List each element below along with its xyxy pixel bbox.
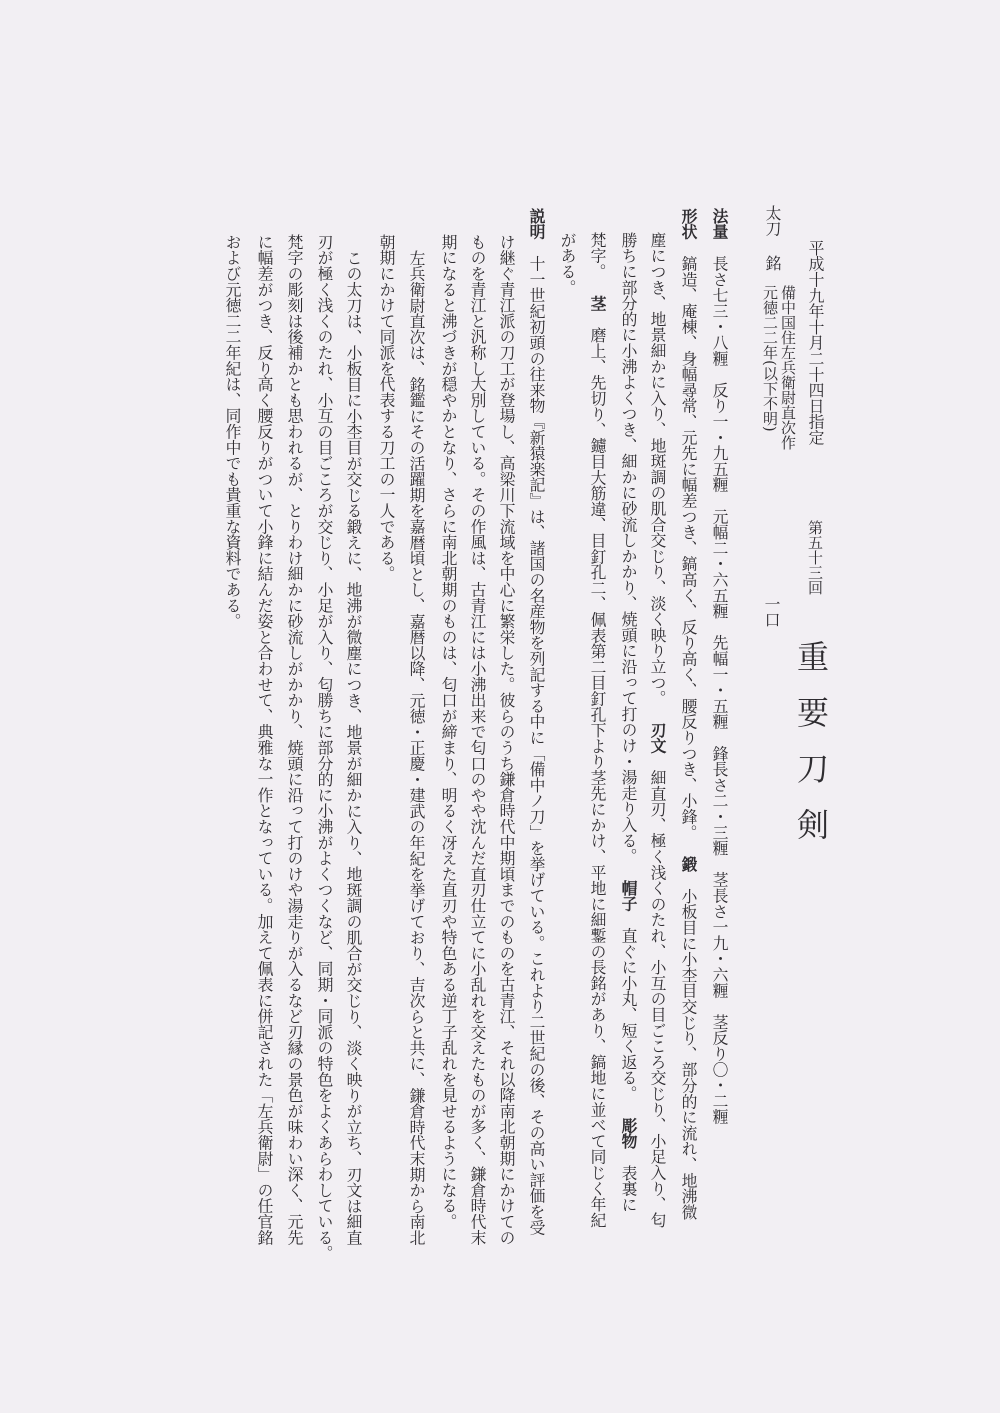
explanation-line — [254, 234, 274, 1245]
explanation-line — [314, 234, 334, 1261]
spec-line — [587, 232, 607, 1228]
spec-line — [709, 208, 729, 1125]
text-run: 磨上、先切り、鑢目大筋違、目釘孔二、佩表第二目釘孔下より茎先にかけ、平地に細鏨の長銘があり、鎬地に並べて同じく年紀 — [588, 327, 607, 1228]
explanation-line — [526, 208, 546, 1235]
text-run: 小板目に小杢目交じり、部分的に流れ、地沸微 — [679, 888, 698, 1220]
text-run: に幅差がつき、反り高く腰反りがついて小鋒に結んだ姿と合わせて、典雅な一作となっている。加えて佩表に併記された「左兵衛尉」の任官銘 — [255, 234, 274, 1246]
text-run: 鎬造、庵棟、身幅尋常、元先に幅差つき、鎬高く、反り高く、腰反りつき、小鋒。 — [679, 255, 698, 841]
page-title: 重要刀剣 — [792, 640, 830, 864]
text-run: 梵字。 — [588, 232, 607, 280]
section-label: 形状 — [679, 208, 698, 240]
section-label: 説明 — [527, 208, 546, 240]
text-run: 刃が極く浅くのたれ、小互の目ごころが交じり、小足が入り、匂勝ちに部分的に小沸がよくつくなど、同期・同派の特色をよくあらわしている。 — [315, 234, 334, 1261]
spec-line — [678, 208, 698, 1220]
session-number: 第五十三回 — [806, 520, 824, 595]
text-run: 梵字の彫刻は後補かとも思われるが、とりわけ細かに砂流しがかかり、焼頭に沿って打のけや湯走りが入るなど刃縁の景色が味わい深く、元先 — [285, 234, 304, 1246]
spec-line — [618, 232, 638, 1212]
text-run: 塵につき、地景細かに入り、地斑調の肌合交じり、淡く映り立つ。 — [648, 232, 667, 706]
text-run: 期になると沸づきが穏やかとなり、さらに南北朝期のものは、匂口が締まり、明るく冴えた直刃や特色ある逆丁子乱れを見せるようになる。 — [439, 234, 458, 1230]
explanation-line — [438, 234, 458, 1229]
explanation-line — [343, 250, 363, 1245]
explanation-line — [467, 234, 487, 1245]
text-run: 勝ちに部分的に小沸よくつき、細かに砂流しかかり、焼頭に沿って打のけ・湯走り入る。 — [619, 232, 638, 864]
explanation-line — [496, 234, 516, 1245]
section-label: 彫物 — [619, 1117, 638, 1150]
mei-line-2: 元徳二二年(以下不明) — [761, 285, 779, 432]
text-run: 細直刃、極く浅くのたれ、小互の目ごころ交じり、小足入り、匂 — [648, 769, 667, 1228]
explanation-line — [284, 234, 304, 1245]
text-run: 左兵衛尉直次は、銘鑑にその活躍期を嘉暦頃とし、嘉暦以降、元徳・正慶・建武の年紀を挙げており、吉次らと共に、鎌倉時代末期から南北 — [407, 250, 426, 1246]
item-count: 一口 — [762, 596, 781, 628]
item-type: 太刀 — [763, 205, 782, 237]
explanation-line — [222, 234, 242, 629]
text-run: 十一世紀初頭の往来物『新猿楽記』は、諸国の名産物を列記する中に「備中ノ刀」を挙げている。これより二世紀の後、その高い評価を受 — [527, 255, 546, 1236]
text-run: 朝期にかけて同派を代表する刀工の一人である。 — [377, 234, 396, 582]
section-label: 茎 — [588, 295, 607, 312]
spec-line — [557, 232, 577, 295]
mei-label: 銘 — [763, 255, 782, 271]
mei-line-1: 備中国住左兵衛尉直次作 — [779, 285, 797, 450]
text-run: ものを青江と汎称し大別している。その作風は、古青江には小沸出来で匂口のやや沈んだ直刃仕立てに小乱れを交えたものが多く、鎌倉時代末 — [468, 234, 487, 1246]
text-run: 表裏に — [619, 1165, 638, 1213]
section-label: 帽子 — [619, 880, 638, 912]
text-run: がある。 — [558, 232, 577, 296]
text-run: 直ぐに小丸、短く返る。 — [619, 927, 638, 1102]
text-run: および元徳二二年紀は、同作中でも貴重な資料である。 — [223, 234, 242, 629]
section-label: 刃文 — [648, 722, 667, 754]
text-run: この太刀は、小板目に小杢目が交じる鍛えに、地沸が微塵につき、地景が細かに入り、地斑調の肌合が交じり、淡く映りが立ち、刃文は細直 — [344, 250, 363, 1246]
explanation-line — [406, 250, 426, 1245]
text-run: 長さ七三・八糎 反り一・九五糎 元幅二・六五糎 先幅一・五糎 鋒長さ二・三糎 茎長さ一九・六糎 茎反り〇・二糎 — [710, 255, 729, 1125]
spec-line — [647, 232, 667, 1228]
designation-date: 平成十九年十月二十四日指定 — [806, 240, 825, 446]
section-label: 法量 — [710, 208, 729, 240]
section-label: 鍛 — [679, 856, 698, 873]
text-run: け継ぐ青江派の刀工が登場し、高梁川下流域を中心に繁栄した。彼らのうち鎌倉時代中期頃までのものを古青江、それ以降南北朝期にかけての — [497, 234, 516, 1246]
explanation-line — [376, 234, 396, 582]
